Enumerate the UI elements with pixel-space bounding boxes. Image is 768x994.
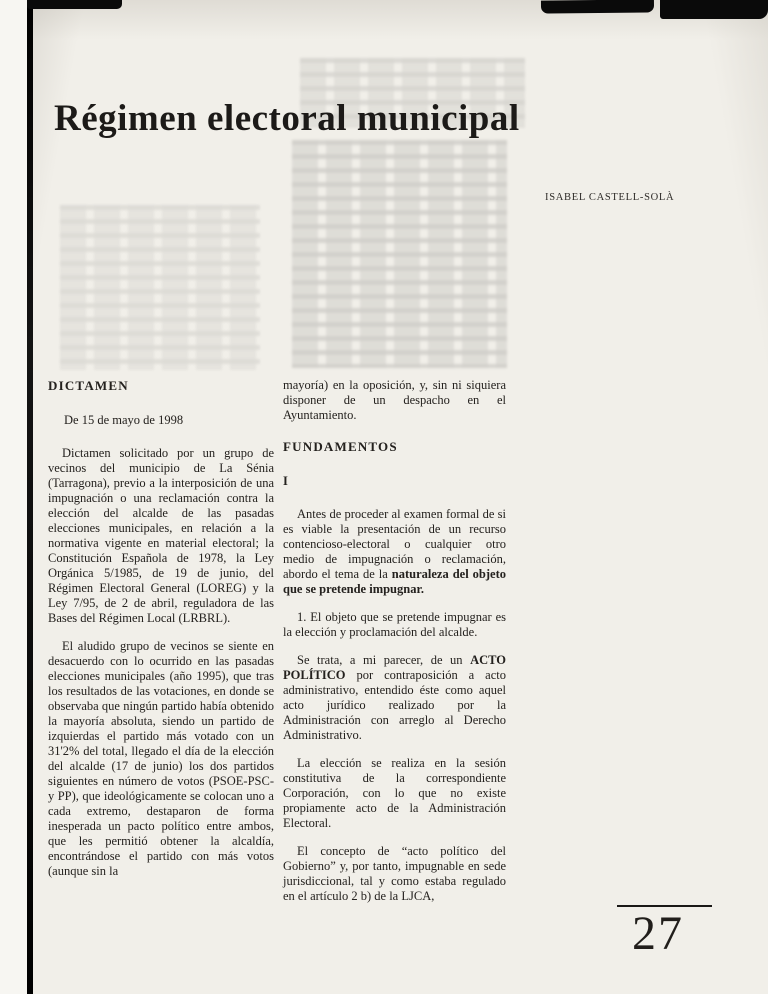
scan-mark-top-left	[27, 0, 122, 9]
section-heading-fundamentos: FUNDAMENTOS	[283, 439, 398, 454]
bleed-through-artifact	[292, 140, 507, 368]
paragraph: 1. El objeto que se pretende impugnar es la elección y proclamación del alcalde.	[283, 610, 506, 639]
column-left	[48, 378, 274, 879]
paragraph-text: por contraposición a acto administrativo, entendido éste como aquel acto jurídico realizado por la Administración con arreglo al Derecho Administrativo.	[283, 668, 506, 742]
paper-edge	[0, 0, 27, 994]
section-label-I: I	[283, 474, 288, 488]
paragraph-text: Se trata, a mi parecer, de un	[297, 653, 471, 667]
paragraph: La elección se realiza en la sesión constitutiva de la correspondiente Corporación, con lo que no existe propiamente acto de la Administración Electoral.	[283, 756, 506, 830]
paragraph: El concepto de “acto político del Gobierno” y, por tanto, impugnable en sede jurisdiccional, tal y como estaba regulado en el artículo 2 b) de la LJCA,	[283, 844, 506, 903]
section-heading-dictamen: DICTAMEN	[48, 378, 129, 393]
paragraph-bold-text: ACTO POLÍTICO	[283, 653, 506, 682]
paragraph-text: Antes de proceder al examen formal de si es viable la presentación de un recurso contencioso-electoral o cualquier otro medio de impugnación o reclamación, abordo el tema de la	[283, 507, 506, 581]
paragraph-bold-text: naturaleza del objeto que se pretende impugnar.	[283, 567, 507, 596]
scan-mark-top-right-2	[660, 0, 768, 19]
paragraph: El aludido grupo de vecinos se siente en desacuerdo con lo ocurrido en las pasadas elecciones municipales (año 1995), que tras los resultados de las votaciones, en donde se observaba que ningún partido había obtenido la mayoría absoluta, siendo un partido de izquierdas el partido más votado con un 31'2% del total, llegado el día de la elección del alcalde (17 de junio) los dos partidos siguientes en número de votos (PSOE-PSC- y PP), que ideológicamente se colocan uno a cada extremo, destaparon de forma inesperada un pacto político entre ambos, que les permitió obtener la alcaldía, encontrándose el partido con más votos (aunque sin la	[48, 639, 274, 878]
column-right	[283, 378, 506, 904]
paragraph-continuation: mayoría) en la oposición, y, sin ni siquiera disponer de un despacho en el Ayuntamiento.	[283, 378, 506, 422]
scan-spine-bar	[27, 0, 33, 994]
page-title: Régimen electoral municipal	[54, 97, 520, 139]
scan-mark-top-right-1	[541, 0, 654, 14]
paragraph	[283, 653, 506, 743]
bleed-through-artifact	[60, 205, 260, 370]
author-name: ISABEL CASTELL-SOLÀ	[545, 192, 675, 203]
date-line: De 15 de mayo de 1998	[64, 413, 184, 427]
page-number: 27	[632, 907, 684, 960]
paragraph	[283, 507, 506, 597]
paragraph: Dictamen solicitado por un grupo de vecinos del municipio de La Sénia (Tarragona), previo a la interposición de una impugnación o una reclamación contra la elección del alcalde de las pasadas elecciones municipales, en relación a la normativa vigente en material electoral; la Constitución Española de 1978, la Ley Orgánica 5/1985, de 19 de junio, del Régimen Electoral General (LOREG) y la Ley 7/95, de 2 de abril, reguladora de las Bases del Régimen Local (LRBRL).	[48, 446, 274, 625]
